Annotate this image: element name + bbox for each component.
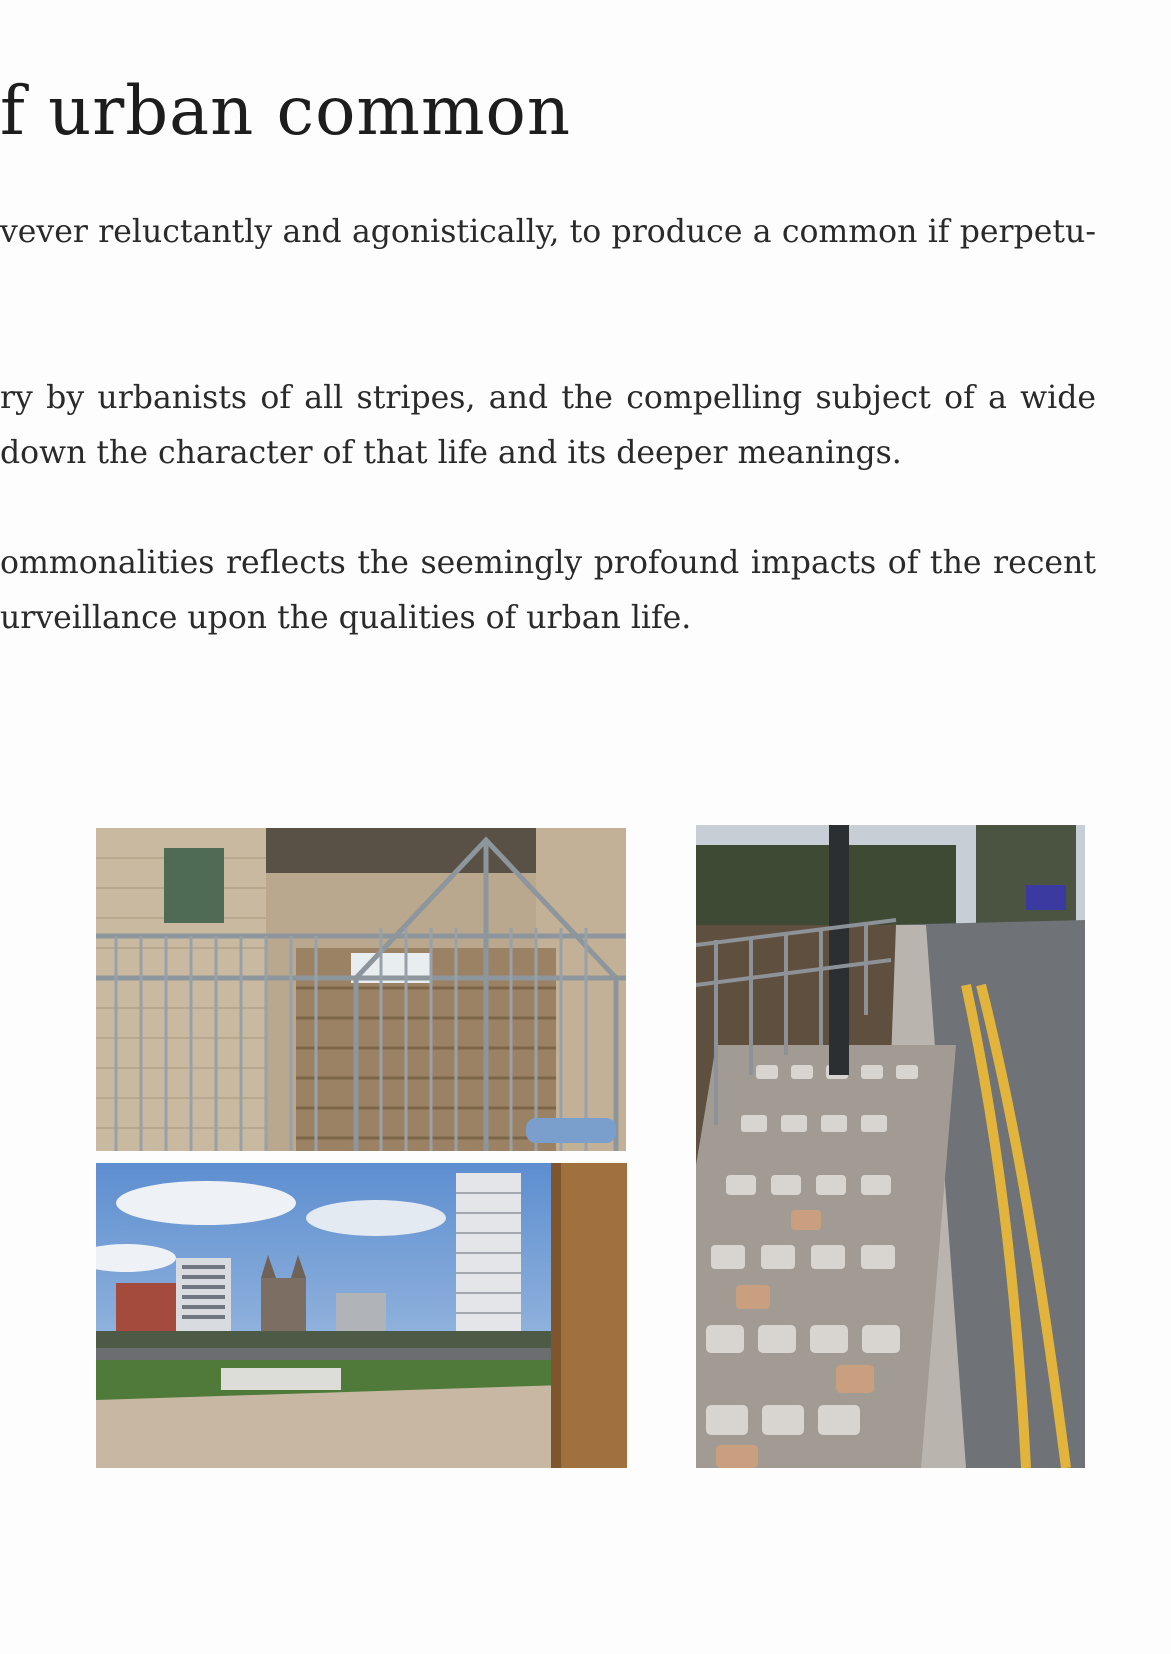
paragraph-3-line-1: ommonalities reflects the seemingly profound impacts of the recent: [0, 545, 1096, 581]
gated-stairwell-photo: [96, 828, 626, 1151]
page-heading: f urban common: [0, 72, 571, 150]
paragraph-2-line-1: ry by urbanists of all stripes, and the compelling subject of a wide: [0, 380, 1096, 416]
paragraph-2-line-2: down the character of that life and its deeper meanings.: [0, 435, 902, 471]
plaza-skyline-photo: [96, 1163, 627, 1468]
cobbled-kerb-photo: [696, 825, 1085, 1468]
paragraph-3-line-2: urveillance upon the qualities of urban life.: [0, 600, 692, 636]
paragraph-1-line-1: vever reluctantly and agonistically, to produce a common if perpetu-: [0, 214, 1096, 250]
